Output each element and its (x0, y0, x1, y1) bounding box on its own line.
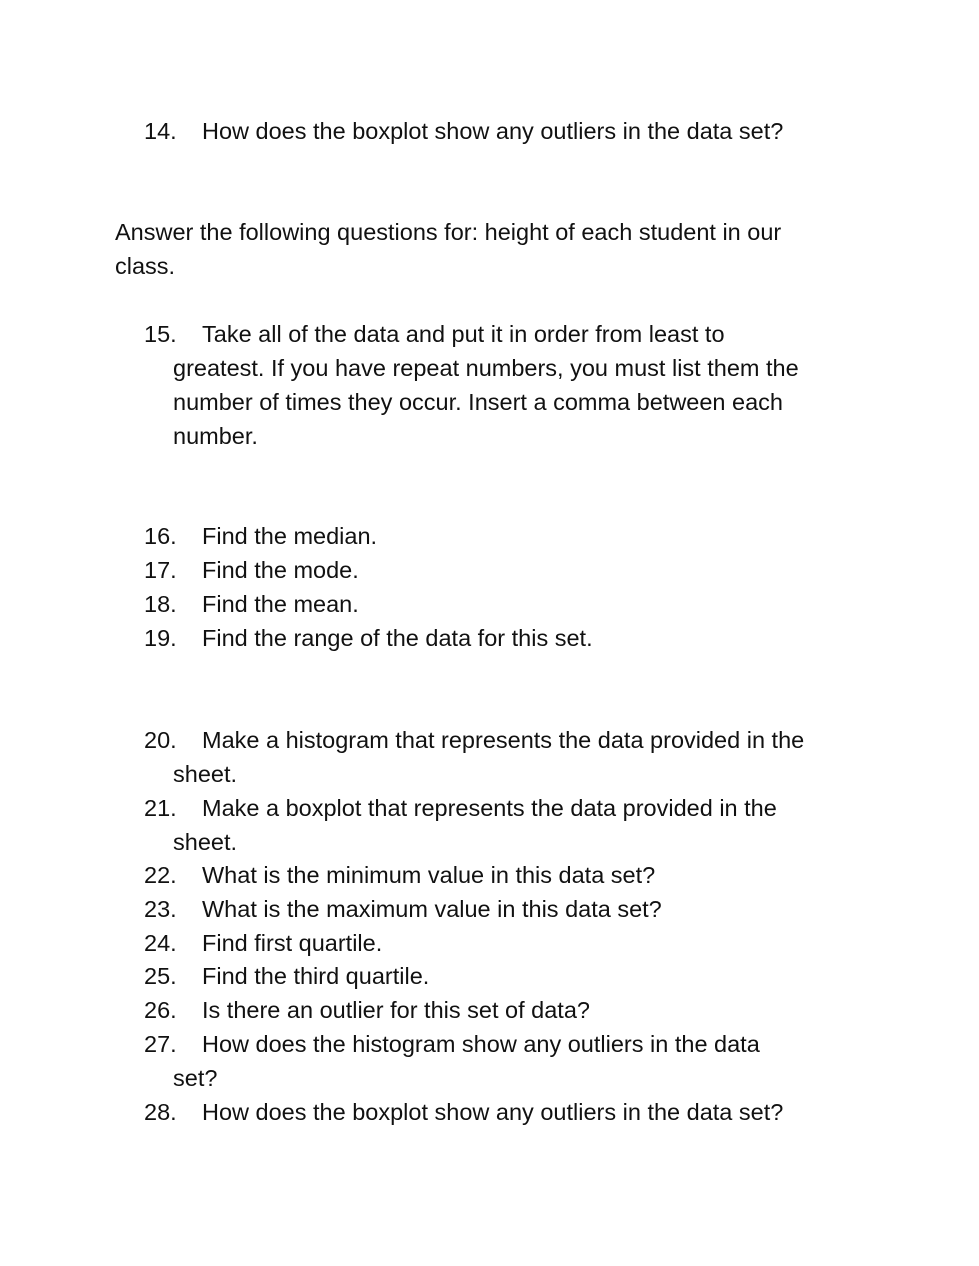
question-27 (144, 1027, 884, 1095)
question-28 (144, 1095, 884, 1129)
question-number: 18. (144, 591, 177, 617)
question-text: How does the boxplot show any outliers in the data set? (202, 1099, 784, 1125)
question-number: 16. (144, 523, 177, 549)
question-23 (144, 892, 884, 926)
question-text-line-2: greatest. If you have repeat numbers, you must list them the (173, 355, 799, 381)
question-22 (144, 858, 884, 892)
question-text-line-2: set? (173, 1065, 218, 1091)
question-text-line-2: sheet. (173, 829, 238, 855)
question-text: What is the minimum value in this data set? (202, 862, 656, 888)
question-number: 27. (144, 1031, 177, 1057)
question-number: 22. (144, 862, 177, 888)
question-text-line-4: number. (173, 423, 258, 449)
question-text: What is the maximum value in this data set? (202, 896, 662, 922)
question-number: 21. (144, 795, 177, 821)
question-text-line-1: Make a histogram that represents the data provided in the (202, 727, 805, 753)
question-number: 17. (144, 557, 177, 583)
question-text: How does the boxplot show any outliers in the data set? (202, 118, 784, 144)
question-number: 20. (144, 727, 177, 753)
question-21 (144, 791, 884, 859)
question-text: Find the range of the data for this set. (202, 625, 593, 651)
question-text: Is there an outlier for this set of data? (202, 997, 590, 1023)
question-text: Find the mode. (202, 557, 359, 583)
question-text: Find the third quartile. (202, 963, 430, 989)
question-number: 15. (144, 321, 177, 347)
question-20 (144, 723, 884, 791)
question-number: 23. (144, 896, 177, 922)
question-text-line-2: sheet. (173, 761, 238, 787)
question-number: 19. (144, 625, 177, 651)
question-18 (144, 587, 884, 621)
question-16 (144, 519, 884, 553)
intro-line-2: class. (115, 253, 176, 279)
question-19 (144, 621, 884, 655)
question-text-line-1: Make a boxplot that represents the data provided in the (202, 795, 777, 821)
question-14 (144, 114, 884, 148)
question-15 (144, 317, 884, 453)
question-text-line-1: Take all of the data and put it in order from least to (202, 321, 725, 347)
question-text: Find the median. (202, 523, 378, 549)
question-number: 28. (144, 1099, 177, 1125)
question-number: 25. (144, 963, 177, 989)
question-number: 26. (144, 997, 177, 1023)
section-intro (115, 215, 875, 283)
question-25 (144, 959, 884, 993)
question-17 (144, 553, 884, 587)
question-text: Find the mean. (202, 591, 359, 617)
question-number: 14. (144, 118, 177, 144)
question-text-line-3: number of times they occur. Insert a comma between each (173, 389, 783, 415)
question-text-line-1: How does the histogram show any outliers in the data (202, 1031, 760, 1057)
question-26 (144, 993, 884, 1027)
intro-line-1: Answer the following questions for: height of each student in our (115, 219, 782, 245)
question-24 (144, 926, 884, 960)
question-number: 24. (144, 930, 177, 956)
question-text: Find first quartile. (202, 930, 383, 956)
